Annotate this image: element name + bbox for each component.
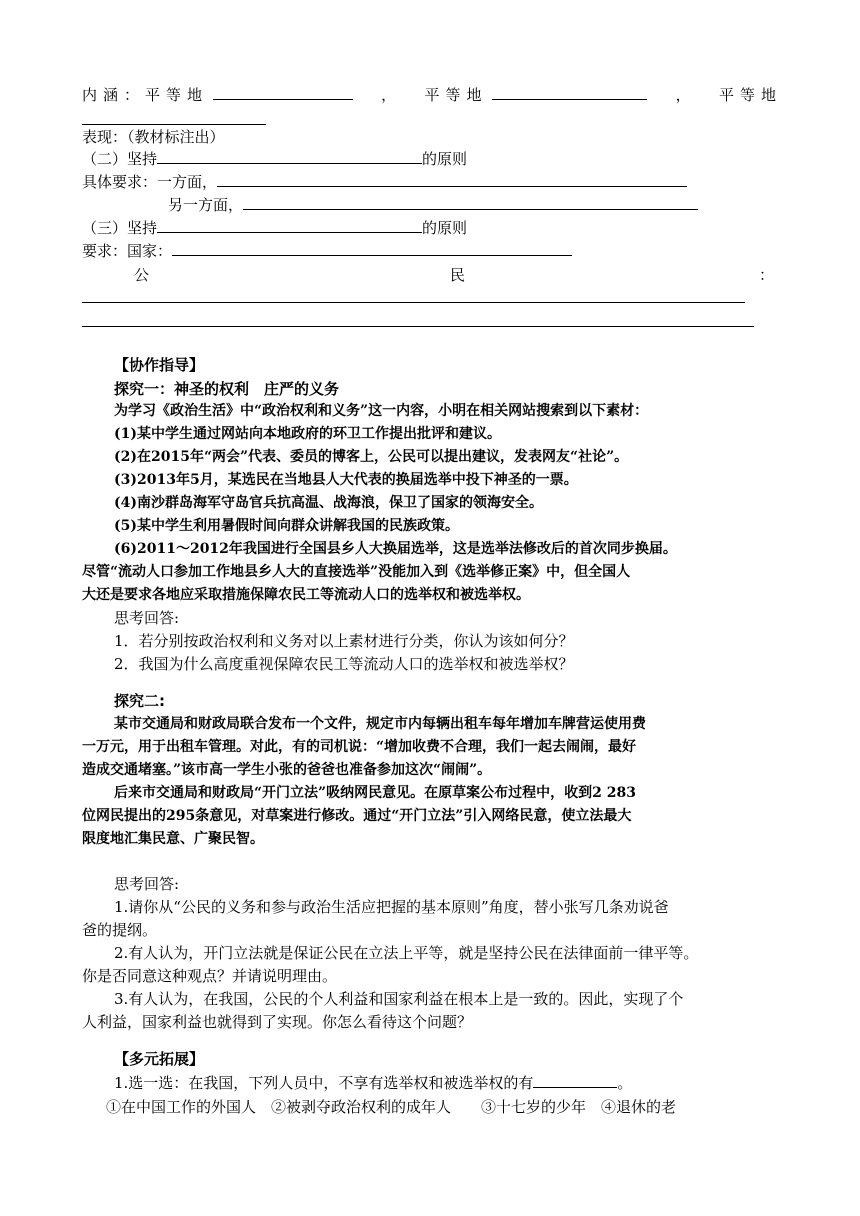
tanjiu1-item-3: (3)2013年5月，某选民在当地县人大代表的换届选举中投下神圣的一票。 — [114, 472, 578, 488]
tanjiu1-item-6-line1: (6)2011～2012年我国进行全国县乡人大换届选举，这是选举法修改后的首次同步换届。 — [114, 541, 677, 557]
blank-4[interactable] — [157, 148, 422, 164]
tanjiu2-q3-line1: 3.有人认为，在我国，公民的个人利益和国家利益在根本上是一致的。因此，实现了个 — [114, 990, 684, 1008]
tanjiu2-q3-line2: 人利益，国家利益也就得到了实现。你怎么看待这个问题？ — [82, 1013, 473, 1031]
jianchi-2-suffix: 的原则 — [422, 150, 468, 168]
blank-9[interactable] — [82, 302, 745, 303]
juti-second-label: 另一方面， — [168, 196, 244, 214]
tanjiu2-p2-line2: 位网民提出的295条意见，对草案进行修改。通过“开门立法”引入网络民意，使立法最大 — [82, 808, 632, 824]
tanjiu1-item-6-line3: 大还是要求各地应采取措施保障农民工等流动人口的选举权和被选举权。 — [82, 587, 530, 603]
juti-first-line — [82, 171, 782, 193]
blank-3[interactable] — [82, 124, 266, 125]
blank-5[interactable] — [217, 171, 687, 187]
duoyuan-q1-line — [114, 1072, 814, 1094]
jianchi-2-line — [82, 148, 782, 170]
tanjiu1-item-6-line2: 尽管“流动人口参加工作地县乡人大的直接选举”没能加入到《选举修正案》中，但全国人 — [82, 564, 631, 580]
tanjiu1-item-2: (2)在2015年“两会”代表、委员的博客上，公民可以提出建议，发表网友“社论”。 — [114, 449, 629, 465]
blank-1[interactable] — [213, 84, 353, 100]
biaoxian: 表现：（教材标注出） — [82, 128, 225, 146]
tanjiu2-p2-line3: 限度地汇集民意、广聚民智。 — [82, 831, 264, 847]
tanjiu2-q1-line2: 爸的提纲。 — [82, 921, 158, 939]
tanjiu2-q2-line2: 你是否同意这种观点？并请说明理由。 — [82, 967, 338, 985]
duoyuan-q1: 1.选一选：在我国，下列人员中，不享有选举权和被选举权的有 — [114, 1074, 534, 1092]
duoyuan-q1-end: 。 — [617, 1074, 633, 1092]
jianchi-3-suffix: 的原则 — [422, 219, 468, 237]
tanjiu2-q1-line1: 1.请你从“公民的义务和参与政治生活应把握的基本原则”角度，替小张写几条劝说爸 — [114, 898, 669, 916]
blank-8[interactable] — [172, 240, 572, 256]
yaoqiu-guojia-line — [82, 240, 782, 262]
tanjiu2-q2-line1: 2.有人认为，开门立法就是保证公民在立法上平等，就是坚持公民在法律面前一律平等。 — [114, 944, 699, 962]
blank-7[interactable] — [157, 217, 422, 233]
neihan-sep1: ， — [381, 86, 397, 104]
tanjiu2-p1-line2: 一万元，用于出租车管理。对此，有的司机说：“增加收费不合理，我们一起去闹闹，最好 — [82, 739, 637, 755]
xiezuo-title: 【协作指导】 — [114, 356, 205, 374]
tanjiu1-q2: 2．我国为什么高度重视保障农民工等流动人口的选举权和被选举权？ — [114, 655, 574, 673]
tanjiu1-title: 探究一：神圣的权利 庄严的义务 — [114, 380, 340, 398]
blank-2[interactable] — [492, 84, 647, 100]
neihan-end: 平等地 — [718, 86, 782, 104]
blank-6[interactable] — [243, 194, 698, 210]
jianchi-3-line — [82, 217, 782, 239]
tanjiu2-p1-line3: 造成交通堵塞。”该市高一学生小张的爸爸也准备参加这次“闹闹”。 — [82, 762, 492, 778]
tanjiu2-think: 思考回答: — [114, 875, 180, 893]
duoyuan-title: 【多元拓展】 — [114, 1050, 205, 1068]
jianchi-3-prefix: （三）坚持 — [82, 219, 158, 237]
tanjiu2-p1-line1: 某市交通局和财政局联合发布一个文件，规定市内每辆出租车每年增加车牌营运使用费 — [114, 716, 646, 732]
juti-second-line — [168, 194, 860, 216]
yaoqiu-gong: 公 — [134, 266, 150, 284]
tanjiu1-q1: 1．若分别按政治权利和义务对以上素材进行分类，你认为该如何分？ — [114, 632, 574, 650]
neihan-sep2: ， — [675, 86, 691, 104]
tanjiu1-item-1: (1)某中学生通过网站向本地政府的环卫工作提出批评和建议。 — [114, 426, 501, 442]
jianchi-2-prefix: （二）坚持 — [82, 150, 158, 168]
blank-11[interactable] — [533, 1072, 617, 1088]
blank-10[interactable] — [82, 326, 754, 327]
neihan-line — [82, 84, 782, 106]
tanjiu1-item-5: (5)某中学生利用暑假时间向群众讲解我国的民族政策。 — [114, 518, 459, 534]
neihan-mid: 平等地 — [424, 86, 488, 104]
juti-first-label: 具体要求：一方面， — [82, 173, 218, 191]
yaoqiu-min: 民 — [450, 266, 466, 284]
yaoqiu-guojia-label: 要求：国家： — [82, 242, 173, 260]
tanjiu1-item-4: (4)南沙群岛海军守岛官兵抗高温、战海浪，保卫了国家的领海安全。 — [114, 495, 543, 511]
yaoqiu-colon: ： — [758, 266, 774, 284]
duoyuan-options: ①在中国工作的外国人 ②被剥夺政治权利的成年人 ③十七岁的少年 ④退休的老 — [106, 1098, 677, 1116]
tanjiu1-intro: 为学习《政治生活》中“政治权利和义务”这一内容，小明在相关网站搜索到以下素材： — [114, 403, 649, 419]
tanjiu1-think: 思考回答: — [114, 609, 180, 627]
tanjiu2-p2-line1: 后来市交通局和财政局“开门立法”吸纳网民意见。在原草案公布过程中，收到2 283 — [114, 785, 636, 801]
tanjiu2-title: 探究二: — [114, 692, 165, 710]
neihan-label: 内涵：平等地 — [82, 86, 209, 104]
